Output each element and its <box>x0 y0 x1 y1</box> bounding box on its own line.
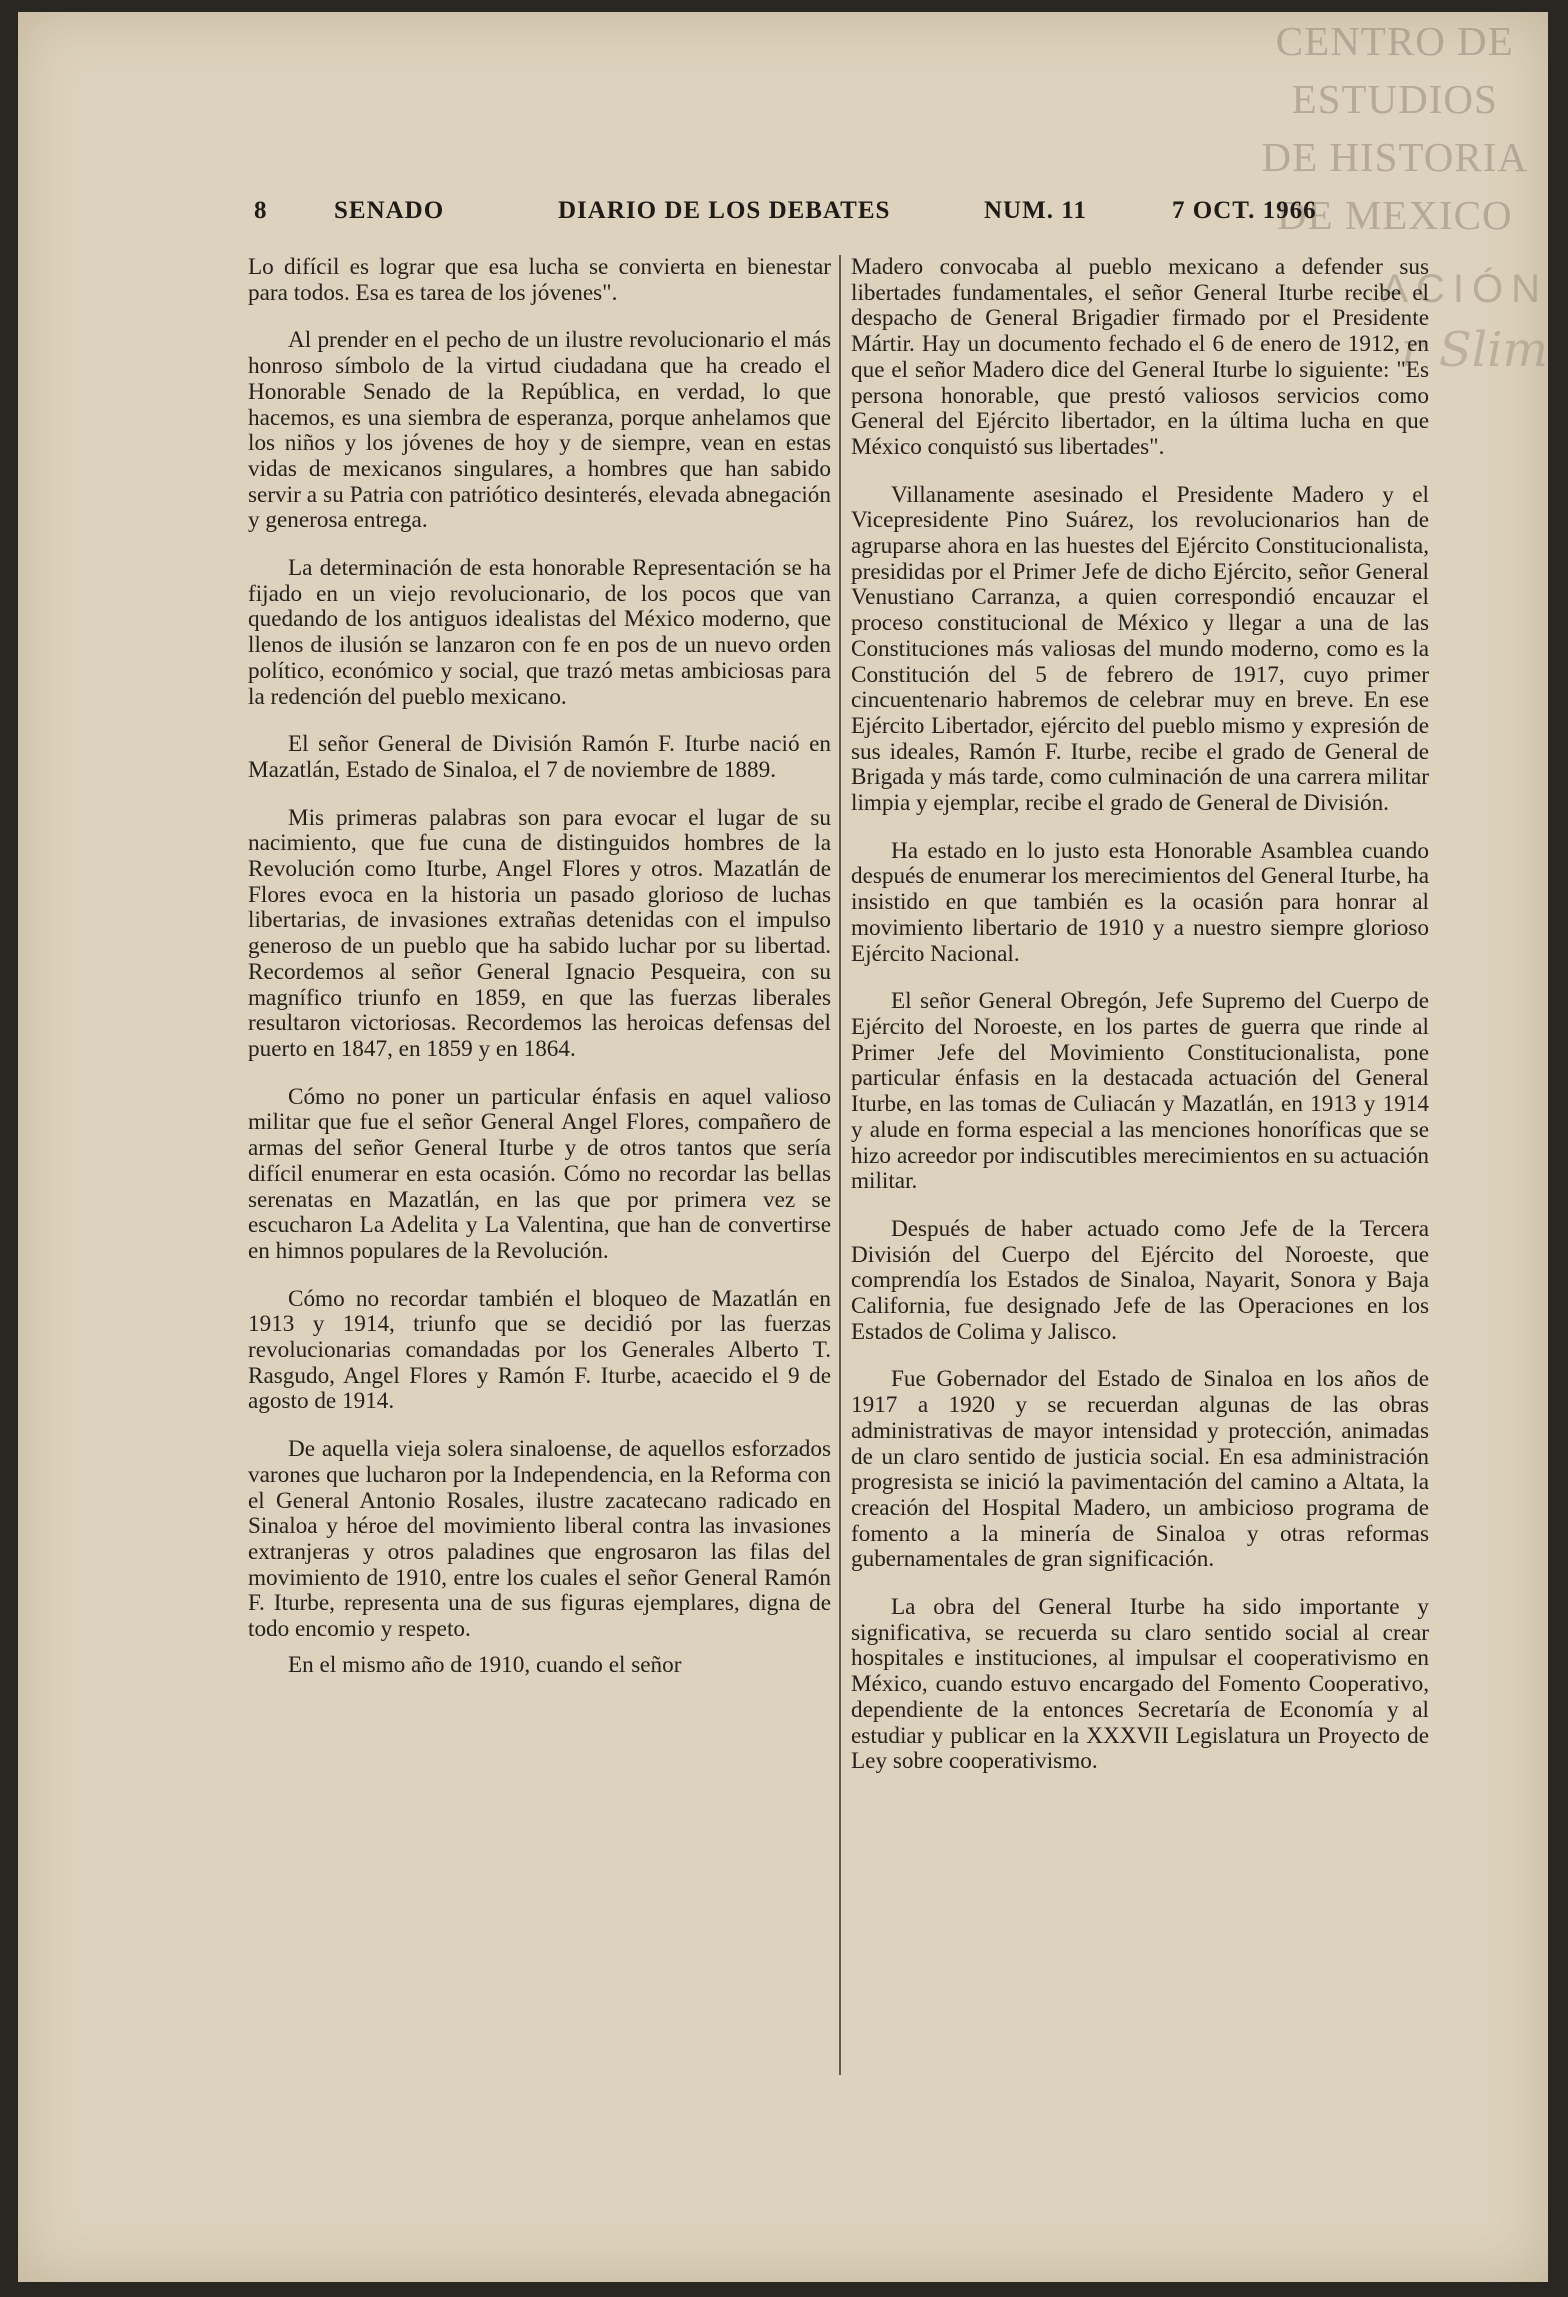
paragraph: Ha estado en lo justo esta Honorable Asamblea cuando después de enumerar los merecimientos del General Iturbe, ha insistido en que también es la ocasión para honrar al movimiento libertario de 1910 y a nuestro siempre glorioso Ejército Nacional. <box>851 837 1429 967</box>
paragraph: El señor General Obregón, Jefe Supremo del Cuerpo de Ejército del Noroeste, en los partes de guerra que rinde al Primer Jefe del Movimiento Constitucionalista, pone particular énfasis en la destacada actuación del General Iturbe, en las tomas de Culiacán y Mazatlán, en 1913 y 1914 y alude en forma especial a las menciones honoríficas que se hizo acreedor por indiscutibles merecimientos en su actuación militar. <box>851 988 1429 1195</box>
paragraph: Al prender en el pecho de un ilustre revolucionario el más honroso símbolo de la virtud ciudadana que ha creado el Honorable Senado de la República, en verdad, lo que hacemos, es una siembra de esperanza, porque anhelamos que los niños y los jóvenes de hoy y de siempre, vean en estas vidas de mexicanos singulares, a hombres que han sabido servir a su Patria con patriótico desinterés, elevada abnegación y generosa entrega. <box>248 327 831 534</box>
header-date: 7 OCT. 1966 <box>1172 197 1317 224</box>
watermark-fundacion: ACIÓN <box>1381 267 1548 311</box>
paragraph: Madero convocaba al pueblo mexicano a defender sus libertades fundamentales, el señor General Iturbe recibe el despacho de General Brigadier firmado por el Presidente Mártir. Hay un documento fechado el 6 de enero de 1912, en que el señor Madero dice del General Iturbe lo siguiente: "Es persona honorable, que prestó valiosos servicios como General del Ejército libertador, en la última lucha en que México conquistó sus libertades". <box>851 254 1429 460</box>
watermark-line: DE MEXICO <box>1276 192 1513 238</box>
watermark-line: ESTUDIOS <box>1291 76 1498 122</box>
page-number: 8 <box>254 197 268 224</box>
paragraph: Cómo no poner un particular énfasis en aquel valioso militar que fue el señor General Angel Flores, compañero de armas del señor General Iturbe y de otros tantos que sería difícil enumerar en esta ocasión. Cómo no recordar las bellas serenatas en Mazatlán, en las que por primera vez se escucharon La Adelita y La Valentina, que han de convertirse en himnos populares de la Revolución. <box>248 1083 831 1264</box>
paragraph: Después de haber actuado como Jefe de la Tercera División del Cuerpo del Ejército del Noroeste, que comprendía los Estados de Sinaloa, Nayarit, Sonora y Baja California, fue designado Jefe de las Operaciones en los Estados de Colima y Jalisco. <box>851 1215 1429 1345</box>
paragraph: Lo difícil es lograr que esa lucha se convierta en bienestar para todos. Esa es tarea de los jóvenes". <box>248 254 831 306</box>
paragraph: De aquella vieja solera sinaloense, de aquellos esforzados varones que lucharon por la Independencia, en la Reforma con el General Antonio Rosales, ilustre zacatecano radicado en Sinaloa y héroe del movimiento liberal contra las invasiones extranjeras y otros paladines que engrosaron las filas del movimiento de 1910, entre los cuales el señor General Ramón F. Iturbe, representa una de sus figuras ejemplares, digna de todo encomio y respeto. <box>248 1436 831 1643</box>
page-header <box>254 197 1449 227</box>
right-column <box>851 255 1429 1797</box>
paragraph: Villanamente asesinado el Presidente Madero y el Vicepresidente Pino Suárez, los revolucionarios han de agruparse ahora en las huestes del Ejército Constitucionalista, presididas por el Primer Jefe de dicho Ejército, señor General Venustiano Carranza, a quien correspondió encauzar el proceso constitucional de México y llegar a una de las Constituciones más valiosas del mundo moderno, como es la Constitución del 5 de febrero de 1917, cuyo primer cincuentenario habremos de celebrar muy en breve. En ese Ejército Libertador, ejército del pueblo mismo y expresión de sus ideales, Ramón F. Iturbe, recibe el grado de General de Brigada y más tarde, como culminación de una carrera militar limpia y ejemplar, recibe el grado de General de División. <box>851 481 1429 817</box>
watermark-line: CENTRO DE <box>1275 18 1514 64</box>
watermark-signature: r Slim <box>1400 322 1548 378</box>
left-column <box>248 255 831 1700</box>
paragraph: El señor General de División Ramón F. Iturbe nació en Mazatlán, Estado de Sinaloa, el 7 de noviembre de 1889. <box>248 731 831 783</box>
header-publication: DIARIO DE LOS DEBATES <box>558 197 891 224</box>
watermark-line: DE HISTORIA <box>1261 134 1528 180</box>
document-page <box>18 12 1548 2282</box>
paragraph: Fue Gobernador del Estado de Sinaloa en los años de 1917 a 1920 y se recuerdan algunas de las obras administrativas de mayor intensidad y protección, animadas de un claro sentido de justicia social. En esa administración progresista se inició la pavimentación del camino a Altata, la creación del Hospital Madero, un ambicioso programa de fomento a la minería de Sinaloa y otras reformas gubernamentales de gran significación. <box>851 1366 1429 1573</box>
paragraph: La obra del General Iturbe ha sido importante y significativa, se recuerda su claro sentido social al crear hospitales e instituciones, al impulsar el cooperativismo en México, cuando estuvo encargado del Fomento Cooperativo, dependiente de la entonces Secretaría de Economía y al estudiar y publicar en la XXXVII Legislatura un Proyecto de Ley sobre cooperativismo. <box>851 1594 1429 1775</box>
paragraph: Cómo no recordar también el bloqueo de Mazatlán en 1913 y 1914, triunfo que se decidió por las fuerzas revolucionarias comandadas por los Generales Alberto T. Rasgudo, Angel Flores y Ramón F. Iturbe, acaecido el 9 de agosto de 1914. <box>248 1285 831 1415</box>
paragraph: La determinación de esta honorable Representación se ha fijado en un viejo revolucionario, de los pocos que van quedando de los antiguos idealistas del México moderno, que llenos de ilusión se lanzaron con fe en pos de un nuevo orden político, económico y social, que trazó metas ambiciosas para la redención del pueblo mexicano. <box>248 555 831 710</box>
column-divider <box>839 255 841 2075</box>
paragraph: En el mismo año de 1910, cuando el señor <box>288 1651 682 1678</box>
header-section: SENADO <box>334 197 445 224</box>
paragraph: Mis primeras palabras son para evocar el lugar de su nacimiento, que fue cuna de distinguidos hombres de la Revolución como Iturbe, Angel Flores y otros. Mazatlán de Flores evoca en la historia un pasado glorioso de luchas libertarias, de invasiones extrañas detenidas con el impulso generoso de un pueblo que ha sabido luchar por su libertad. Recordemos al señor General Ignacio Pesqueira, con su magnífico triunfo en 1859, en que las fuerzas liberales resultaron victoriosas. Recordemos las heroicas defensas del puerto en 1847, en 1859 y en 1864. <box>248 804 831 1062</box>
header-issue: NUM. 11 <box>984 197 1087 224</box>
